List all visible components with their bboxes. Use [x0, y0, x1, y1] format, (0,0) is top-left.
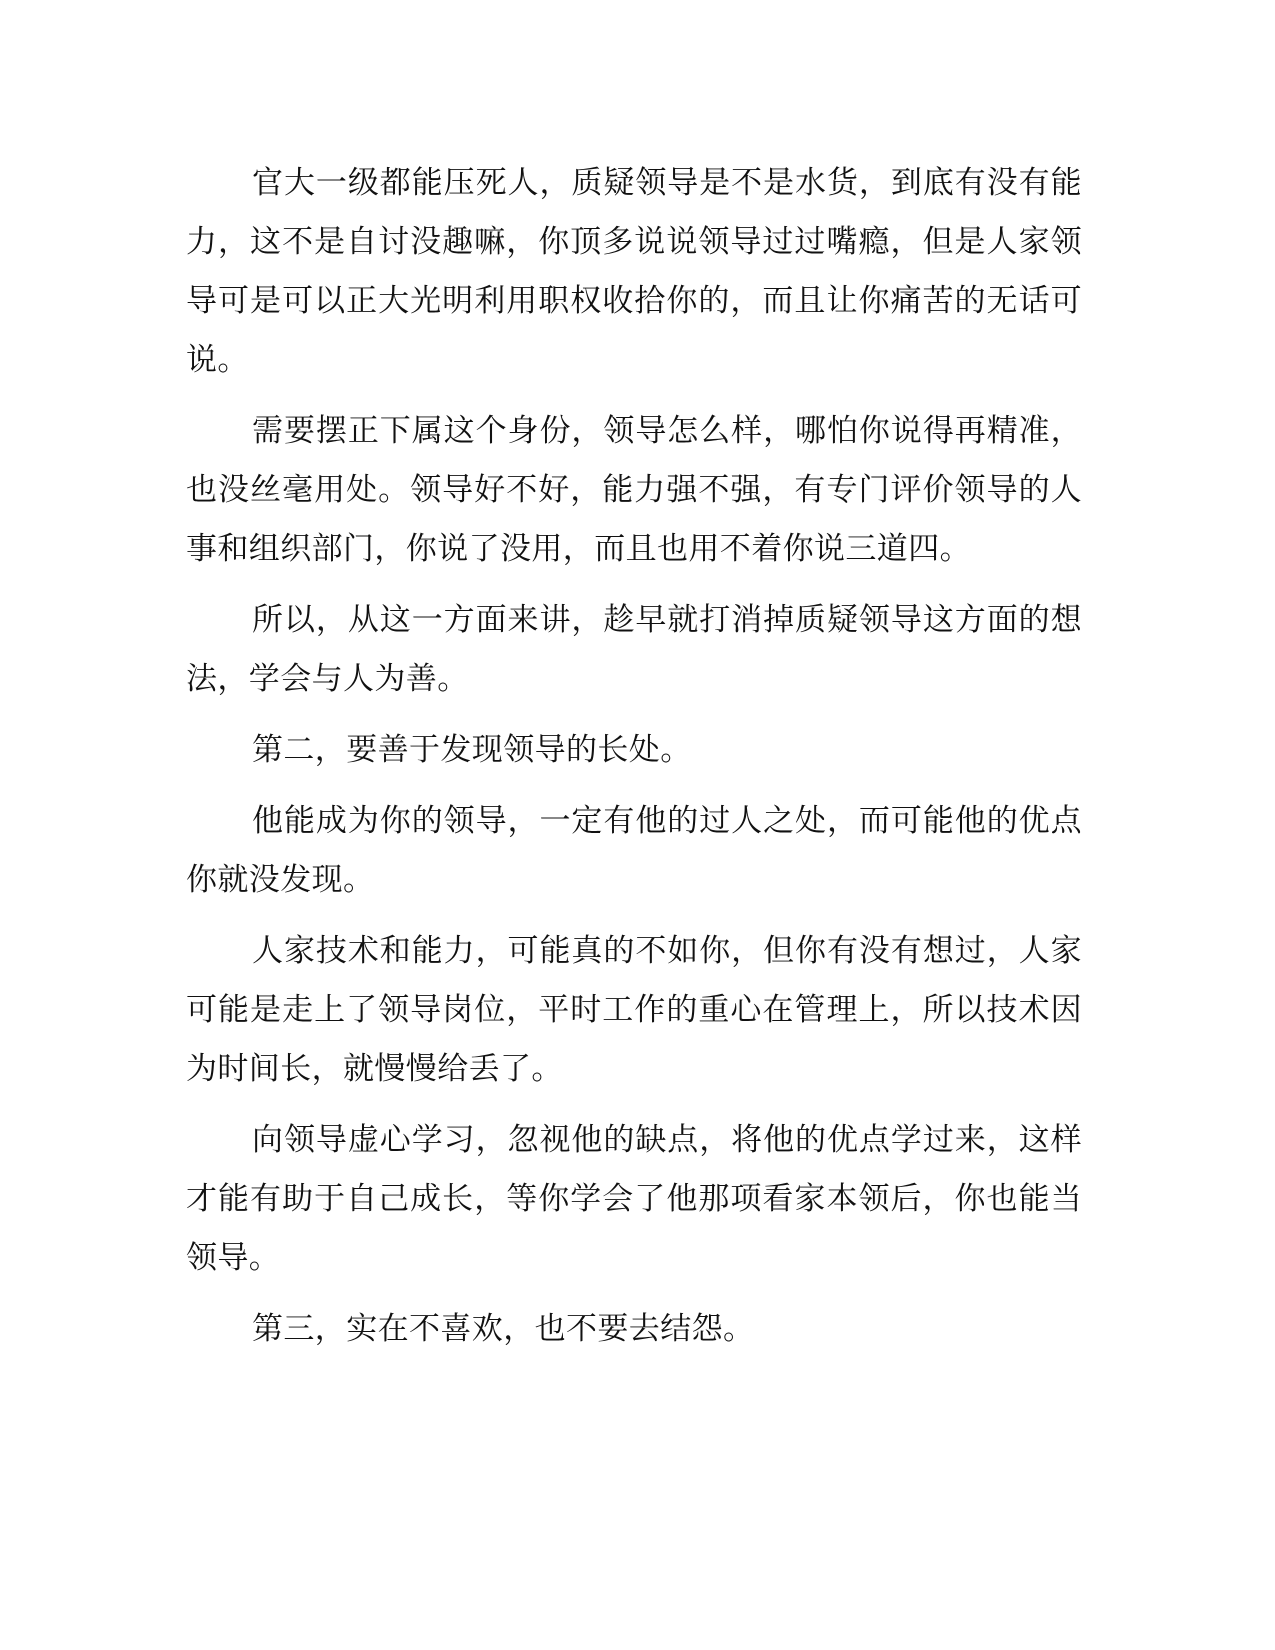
- paragraph-2: 需要摆正下属这个身份，领导怎么样，哪怕你说得再精准，也没丝毫用处。领导好不好，能力强不强，有专门评价领导的人事和组织部门，你说了没用，而且也用不着你说三道四。: [186, 413, 1082, 567]
- paragraph-3: 所以，从这一方面来讲，趁早就打消掉质疑领导这方面的想法，学会与人为善。: [186, 602, 1082, 697]
- paragraph-5: 他能成为你的领导，一定有他的过人之处，而可能他的优点你就没发现。: [186, 803, 1082, 898]
- paragraph-1: 官大一级都能压死人，质疑领导是不是水货，到底有没有能力，这不是自讨没趣嘛，你顶多说说领导过过嘴瘾，但是人家领导可是可以正大光明利用职权收拾你的，而且让你痛苦的无话可说。: [186, 165, 1082, 378]
- paragraph-7: 向领导虚心学习，忽视他的缺点，将他的优点学过来，这样才能有助于自己成长，等你学会了他那项看家本领后，你也能当领导。: [186, 1122, 1082, 1276]
- paragraph-4: 第二，要善于发现领导的长处。: [252, 732, 692, 768]
- paragraph-6: 人家技术和能力，可能真的不如你，但你有没有想过，人家可能是走上了领导岗位，平时工作的重心在管理上，所以技术因为时间长，就慢慢给丢了。: [186, 933, 1082, 1087]
- document-body: [186, 154, 1082, 1371]
- paragraph-8: 第三，实在不喜欢，也不要去结怨。: [252, 1311, 755, 1347]
